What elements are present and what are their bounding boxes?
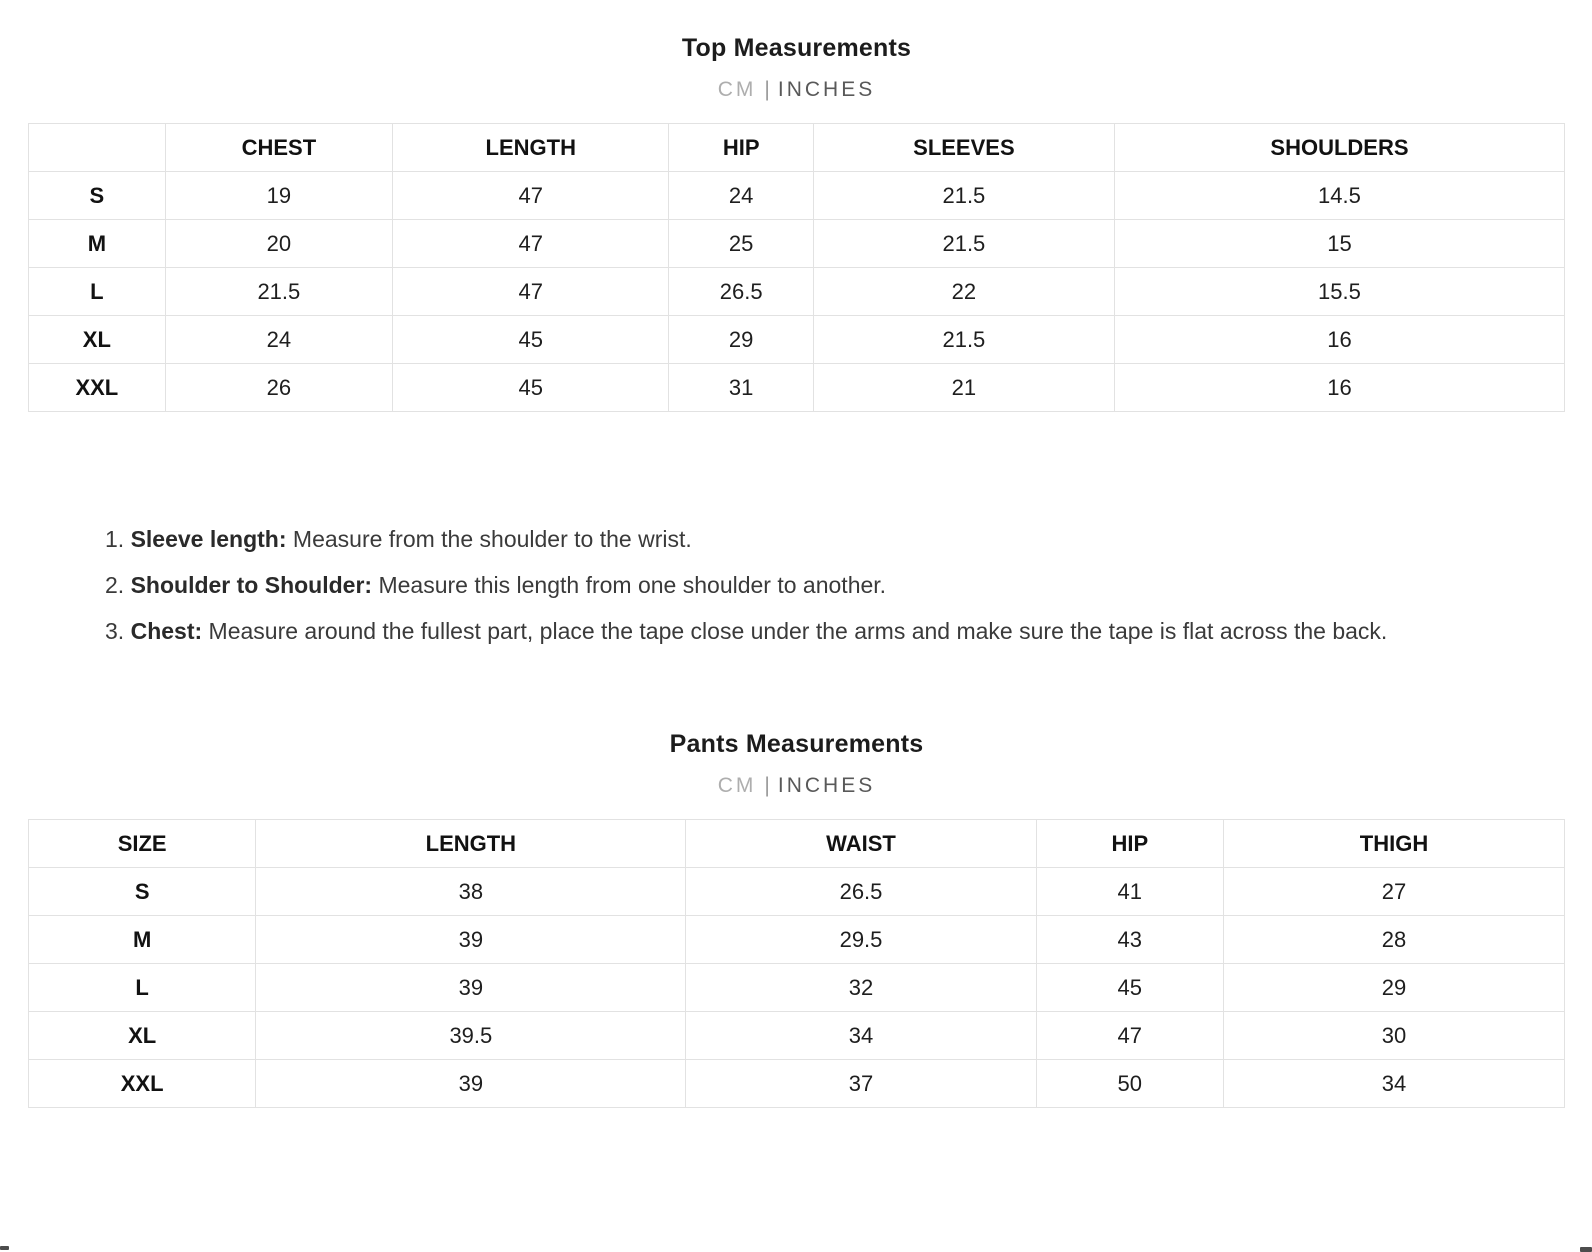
- size-cell: S: [29, 172, 166, 220]
- header-cell-empty: [29, 124, 166, 172]
- header-cell-size: SIZE: [29, 820, 256, 868]
- header-cell-length: LENGTH: [256, 820, 686, 868]
- measurement-instructions: [105, 516, 1533, 654]
- value-cell: 25: [669, 220, 813, 268]
- value-cell: 47: [393, 220, 669, 268]
- table-row: [29, 1060, 1565, 1108]
- value-cell: 21: [813, 364, 1114, 412]
- instruction-item: [105, 562, 1533, 608]
- header-cell-shoulders: SHOULDERS: [1114, 124, 1564, 172]
- size-cell: XL: [29, 316, 166, 364]
- pants-measurements-table: [28, 819, 1565, 1108]
- header-cell-chest: CHEST: [165, 124, 392, 172]
- value-cell: 24: [165, 316, 392, 364]
- value-cell: 31: [669, 364, 813, 412]
- value-cell: 29.5: [686, 916, 1036, 964]
- value-cell: 39: [256, 964, 686, 1012]
- value-cell: 20: [165, 220, 392, 268]
- value-cell: 26.5: [669, 268, 813, 316]
- bottom-left-cutoff-artifact: [0, 1246, 9, 1250]
- instruction-number: 3.: [105, 618, 125, 644]
- value-cell: 43: [1036, 916, 1223, 964]
- header-cell-sleeves: SLEEVES: [813, 124, 1114, 172]
- unit-toggle-divider: |: [764, 774, 770, 797]
- pants-measurements-section: [28, 730, 1565, 1108]
- value-cell: 14.5: [1114, 172, 1564, 220]
- table-header-row: [29, 124, 1565, 172]
- size-cell: M: [29, 220, 166, 268]
- table-row: [29, 364, 1565, 412]
- value-cell: 24: [669, 172, 813, 220]
- value-cell: 29: [1223, 964, 1564, 1012]
- top-section-title: Top Measurements: [681, 34, 912, 62]
- instruction-label: Shoulder to Shoulder:: [130, 572, 373, 598]
- header-cell-hip: HIP: [669, 124, 813, 172]
- size-cell: L: [29, 964, 256, 1012]
- table-row: [29, 1012, 1565, 1060]
- top-unit-toggle: [28, 78, 1565, 102]
- size-cell: XL: [29, 1012, 256, 1060]
- value-cell: 45: [393, 316, 669, 364]
- size-cell: S: [29, 868, 256, 916]
- value-cell: 37: [686, 1060, 1036, 1108]
- value-cell: 50: [1036, 1060, 1223, 1108]
- table-row: [29, 868, 1565, 916]
- size-cell: L: [29, 268, 166, 316]
- value-cell: 21.5: [165, 268, 392, 316]
- value-cell: 15: [1114, 220, 1564, 268]
- value-cell: 22: [813, 268, 1114, 316]
- table-row: [29, 268, 1565, 316]
- value-cell: 47: [1036, 1012, 1223, 1060]
- bottom-right-cutoff-artifact: [1580, 1247, 1592, 1252]
- top-measurements-section: [28, 34, 1565, 412]
- instruction-number: 2.: [105, 572, 125, 598]
- header-cell-thigh: THIGH: [1223, 820, 1564, 868]
- value-cell: 19: [165, 172, 392, 220]
- value-cell: 26: [165, 364, 392, 412]
- pants-section-title: Pants Measurements: [669, 730, 924, 758]
- value-cell: 47: [393, 172, 669, 220]
- instruction-item: [105, 608, 1533, 654]
- unit-cm-button[interactable]: CM: [717, 774, 757, 797]
- unit-inches-button[interactable]: INCHES: [777, 774, 876, 797]
- value-cell: 32: [686, 964, 1036, 1012]
- value-cell: 34: [686, 1012, 1036, 1060]
- value-cell: 39: [256, 916, 686, 964]
- instruction-number: 1.: [105, 526, 125, 552]
- instruction-label: Sleeve length:: [130, 526, 287, 552]
- instruction-text: Measure around the fullest part, place the tape close under the arms and make sure the tape is flat across the back.: [208, 618, 1388, 644]
- value-cell: 29: [669, 316, 813, 364]
- header-cell-waist: WAIST: [686, 820, 1036, 868]
- value-cell: 34: [1223, 1060, 1564, 1108]
- value-cell: 27: [1223, 868, 1564, 916]
- value-cell: 47: [393, 268, 669, 316]
- size-cell: M: [29, 916, 256, 964]
- value-cell: 30: [1223, 1012, 1564, 1060]
- value-cell: 39.5: [256, 1012, 686, 1060]
- value-cell: 21.5: [813, 316, 1114, 364]
- value-cell: 41: [1036, 868, 1223, 916]
- value-cell: 38: [256, 868, 686, 916]
- value-cell: 45: [393, 364, 669, 412]
- unit-inches-button[interactable]: INCHES: [777, 78, 876, 101]
- pants-unit-toggle: [28, 774, 1565, 798]
- value-cell: 28: [1223, 916, 1564, 964]
- value-cell: 39: [256, 1060, 686, 1108]
- instruction-label: Chest:: [130, 618, 203, 644]
- unit-cm-button[interactable]: CM: [717, 78, 757, 101]
- value-cell: 21.5: [813, 220, 1114, 268]
- value-cell: 16: [1114, 316, 1564, 364]
- instruction-text: Measure this length from one shoulder to another.: [378, 572, 887, 598]
- header-cell-hip: HIP: [1036, 820, 1223, 868]
- table-row: [29, 220, 1565, 268]
- table-row: [29, 316, 1565, 364]
- size-cell: XXL: [29, 364, 166, 412]
- size-cell: XXL: [29, 1060, 256, 1108]
- table-row: [29, 172, 1565, 220]
- value-cell: 16: [1114, 364, 1564, 412]
- value-cell: 45: [1036, 964, 1223, 1012]
- instruction-text: Measure from the shoulder to the wrist.: [292, 526, 692, 552]
- value-cell: 21.5: [813, 172, 1114, 220]
- value-cell: 26.5: [686, 868, 1036, 916]
- value-cell: 15.5: [1114, 268, 1564, 316]
- table-header-row: [29, 820, 1565, 868]
- instruction-item: [105, 516, 1533, 562]
- top-measurements-table: [28, 123, 1565, 412]
- table-row: [29, 964, 1565, 1012]
- header-cell-length: LENGTH: [393, 124, 669, 172]
- table-row: [29, 916, 1565, 964]
- unit-toggle-divider: |: [764, 78, 770, 101]
